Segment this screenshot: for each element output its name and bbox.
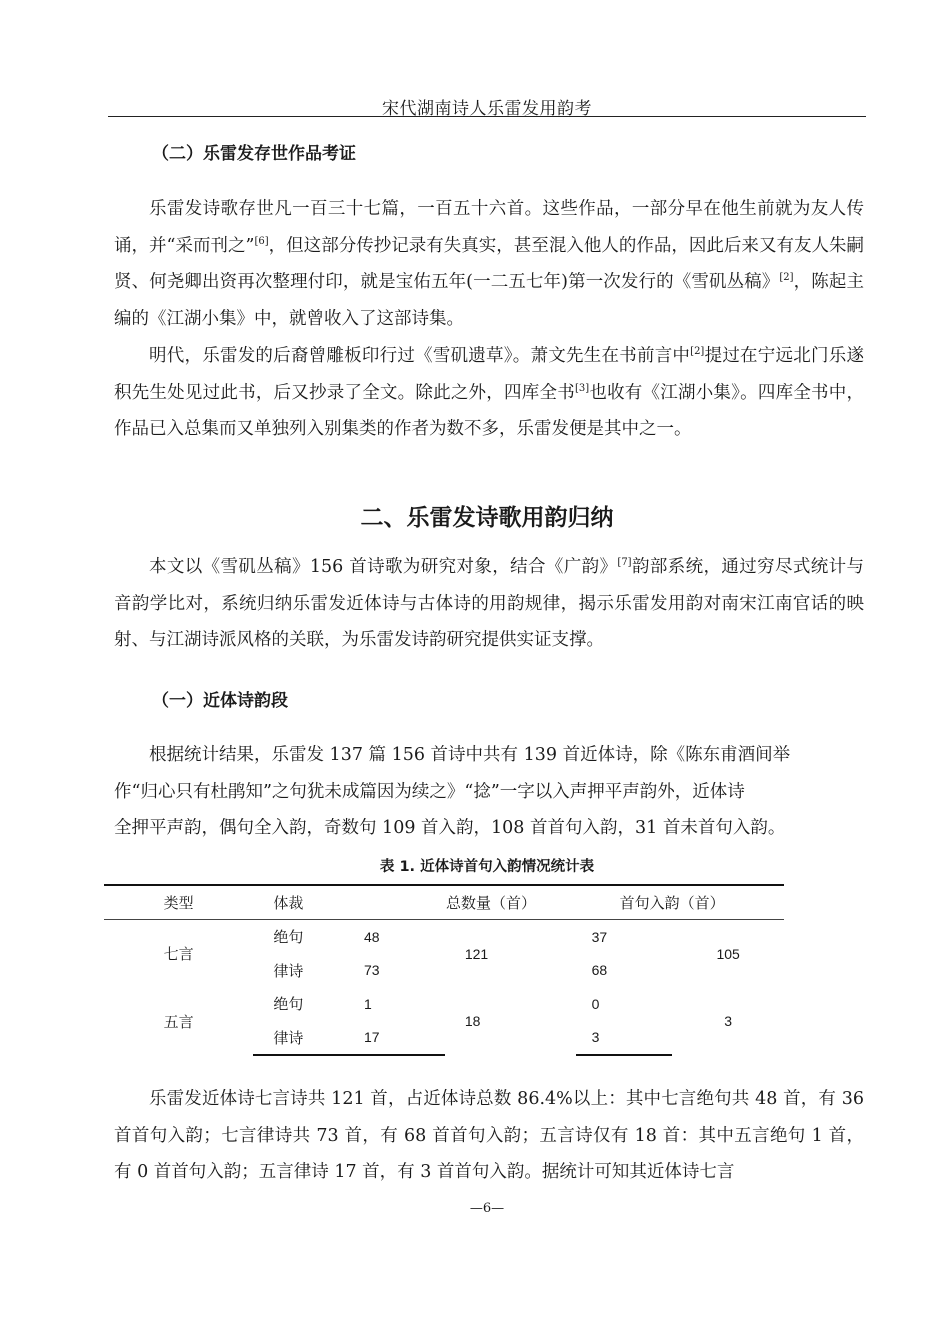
- paragraph-ming-edition: [114, 338, 864, 448]
- paragraph-works-history: [114, 191, 864, 337]
- text-span: 提过在宁远北门乐遂积先生处见过此书，后又抄录了全文。除此之外，四库全书: [114, 346, 864, 403]
- text-span: 也收有《江湖小集》。四库全书中，作品已入总集而又单独列入别集类的作者为数不多，乐雷发便是其中之一。: [114, 382, 865, 439]
- cell-count: 17: [354, 1021, 445, 1056]
- text-line: 全押平声韵，偶句全入韵，奇数句 109 首入韵，108 首首句入韵，31 首未首句入韵。: [114, 818, 786, 838]
- cell-total: 18: [464, 1013, 481, 1029]
- citation-ref: [6]: [254, 235, 269, 247]
- citation-ref: [2]: [690, 346, 705, 357]
- cell-form: 绝句: [273, 928, 304, 947]
- paragraph-analysis: 乐雷发近体诗七言诗共 121 首，占近体诗总数 86.4%以上：其中七言绝句共 48 首，有 36 首首句入韵；七言律诗共 73 首，有 68 首首句入韵；五言诗仅有 18 首：其中五言绝句 1 首，有 0 首首句入韵；五言律诗 17 首，有 3 首首句入韵。据统计可知其近体诗七言: [114, 1089, 865, 1182]
- table-caption: 表 1. 近体诗首句入韵情况统计表: [379, 859, 595, 875]
- header-type: 类型: [104, 885, 253, 920]
- header-rule: [108, 116, 866, 117]
- text-span: 本文以《雪矶丛稿》156 首诗歌为研究对象，结合《广韵》: [149, 557, 618, 577]
- header-form: 体裁: [253, 885, 354, 920]
- text-span: ，陈起主编的《江湖小集》中，就曾收入了这部诗集。: [114, 272, 864, 329]
- subsection-heading-regulated: （一）近体诗韵段: [152, 691, 288, 711]
- citation-ref: [7]: [617, 557, 632, 568]
- section-heading-rhyme: 二、乐雷发诗歌用韵归纳: [360, 505, 614, 531]
- header-total: 总数量（首）: [354, 885, 576, 920]
- cell-rhymed: 68: [591, 962, 608, 979]
- cell-count: 1: [364, 995, 372, 1012]
- rhyme-statistics-table: [104, 884, 784, 1056]
- page-number: —6—: [469, 1201, 505, 1216]
- text-line: 作“归心只有杜鹃知”之句犹未成篇因为续之》“捻”一字以入声押平声韵外，近体诗: [114, 781, 745, 802]
- text-span: 韵部系统，通过穷尽式统计与音韵学比对，系统归纳乐雷发近体诗与古体诗的用韵规律，揭示乐雷发用韵对南宋江南官话的映射、与江湖诗派风格的关联，为乐雷发诗韵研究提供实证支撑。: [114, 557, 865, 650]
- cell-form: 律诗: [273, 961, 304, 980]
- cell-type: 五言: [163, 1012, 194, 1031]
- subsection-heading-works: （二）乐雷发存世作品考证: [152, 144, 356, 164]
- table-row: [104, 920, 784, 954]
- text-span: 明代，乐雷发的后裔曾雕板印行过《雪矶遗草》。萧文先生在书前言中: [149, 346, 691, 366]
- running-header: 宋代湖南诗人乐雷发用韵考: [382, 99, 592, 119]
- citation-ref: [2]: [779, 272, 794, 283]
- cell-count: 73: [364, 962, 380, 979]
- cell-rhymed: 37: [591, 928, 608, 945]
- paragraph-research-intro: [114, 549, 864, 659]
- header-rhymed: 首句入韵（首）: [576, 885, 784, 920]
- table-row: [104, 987, 784, 1021]
- cell-total: 121: [464, 945, 489, 962]
- text-span: ，但这部分传抄记录有失真实，甚至混入他人的作品，因此后来又有友人朱嗣贤、何尧卿出资再次整理付印，就是宝佑五年(一二五七年)第一次发行的《雪矶丛稿》: [114, 235, 864, 292]
- text-span: 乐雷发诗歌存世凡一百三十七篇，一百五十六首。这些作品，一部分早在他生前就为友人传诵，并“采而刊之”: [114, 199, 864, 256]
- table-header-row: [104, 885, 784, 920]
- cell-count: 48: [364, 928, 380, 945]
- citation-ref: [3]: [574, 382, 590, 394]
- paragraph-statistics: [114, 737, 864, 847]
- cell-rhymed-total: 3: [724, 1013, 733, 1029]
- cell-rhymed-total: 105: [716, 945, 740, 962]
- cell-type: 七言: [163, 945, 194, 963]
- cell-rhymed: 3: [576, 1021, 673, 1056]
- cell-rhymed: 0: [591, 995, 600, 1012]
- cell-form: 律诗: [253, 1021, 354, 1056]
- text-line: 根据统计结果，乐雷发 137 篇 156 首诗中共有 139 首近体诗，除《陈东甫酒间举: [149, 745, 791, 765]
- cell-form: 绝句: [273, 995, 304, 1014]
